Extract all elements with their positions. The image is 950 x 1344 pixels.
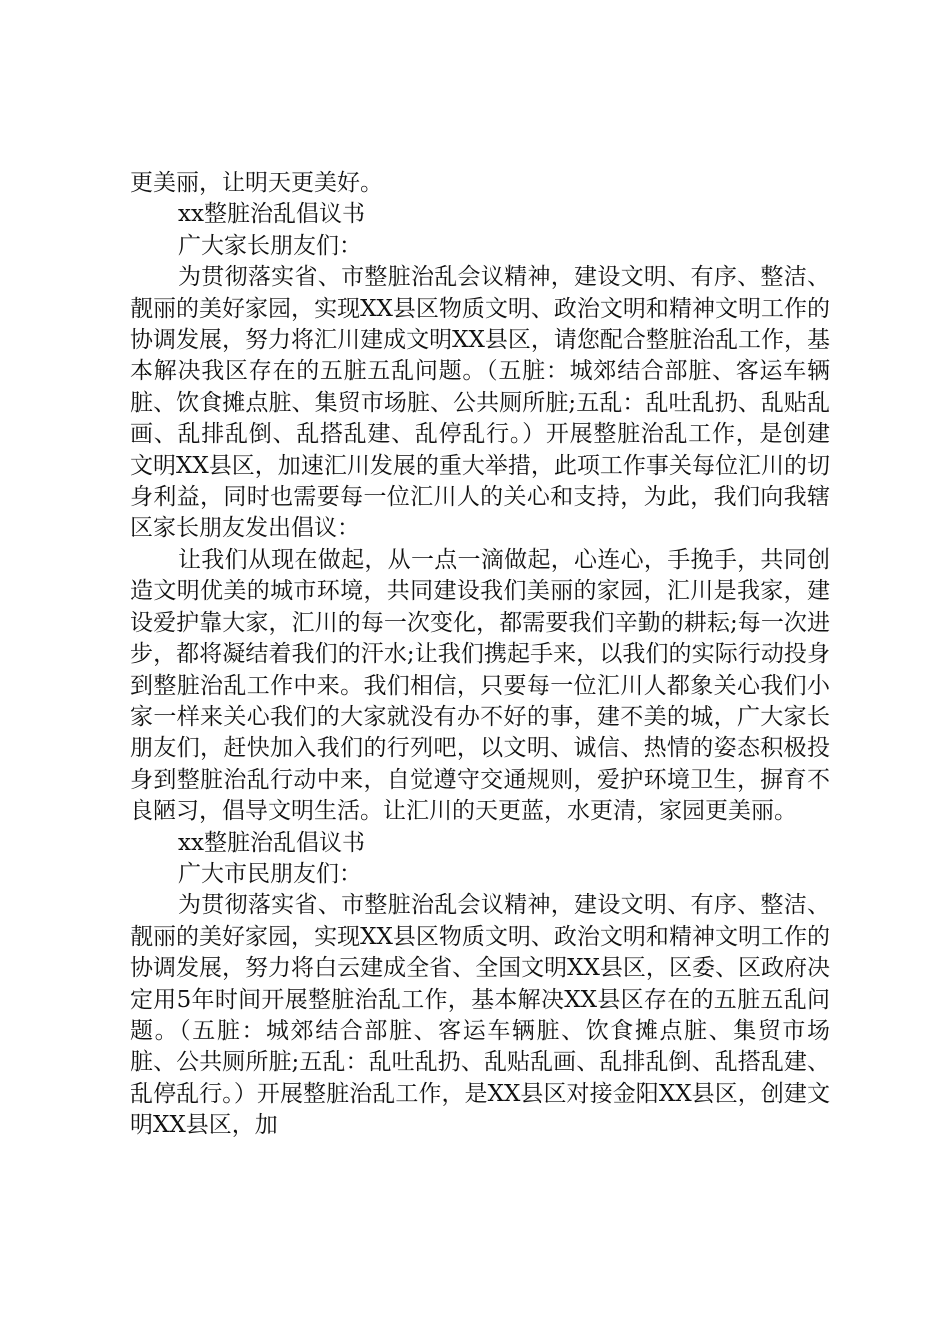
document-page <box>130 168 830 1142</box>
proposal-title-2: xx整脏治乱倡议书 <box>178 829 365 856</box>
paragraph-continuation: 更美丽，让明天更美好。 <box>130 170 383 196</box>
salutation-citizens: 广大市民朋友们： <box>178 860 362 887</box>
proposal-title-1: xx整脏治乱倡议书 <box>178 201 365 228</box>
salutation-parents: 广大家长朋友们： <box>178 232 362 259</box>
paragraph-body-2: 让我们从现在做起，从一点一滴做起，心连心，手挽手，共同创造文明优美的城市环境，共同建设我们美丽的家园，汇川是我家，建设爱护靠大家，汇川的每一次变化，都需要我们辛勤的耕耘;每一次进步，都将凝结着我们的汗水;让我们携起手来，以我们的实际行动投身到整脏治乱工作中来。我们相信，只要每一位汇川人都象关心我们小家一样来关心我们的大家就没有办不好的事，建不美的城，广大家长朋友们，赶快加入我们的行列吧，以文明、诚信、热情的姿态积极投身到整脏治乱行动中来，自觉遵守交通规则，爱护环境卫生，摒育不良陋习，倡导文明生活。让汇川的天更蓝，水更清，家园更美丽。 <box>130 546 830 825</box>
paragraph-body-1: 为贯彻落实省、市整脏治乱会议精神，建设文明、有序、整洁、靓丽的美好家园，实现XX县区物质文明、政治文明和精神文明工作的协调发展，努力将汇川建成文明XX县区，请您配合整脏治乱工作，基本解决我区存在的五脏五乱问题。（五脏：城郊结合部脏、客运车辆脏、饮食摊点脏、集贸市场脏、公共厕所脏;五乱：乱吐乱扔、乱贴乱画、乱排乱倒、乱搭乱建、乱停乱行。）开展整脏治乱工作，是创建文明XX县区，加速汇川发展的重大举措，此项工作事关每位汇川的切身利益，同时也需要每一位汇川人的关心和支持，为此，我们向我辖区家长朋友发出倡议： <box>130 264 830 542</box>
paragraph-body-3: 为贯彻落实省、市整脏治乱会议精神，建设文明、有序、整洁、靓丽的美好家园，实现XX县区物质文明、政治文明和精神文明工作的协调发展，努力将白云建成全省、全国文明XX县区，区委、区政府决定用5年时间开展整脏治乱工作，基本解决XX县区存在的五脏五乱问题。（五脏：城郊结合部脏、客运车辆脏、饮食摊点脏、集贸市场脏、公共厕所脏;五乱：乱吐乱扔、乱贴乱画、乱排乱倒、乱搭乱建、乱停乱行。）开展整脏治乱工作，是XX县区对接金阳XX县区，创建文明XX县区，加 <box>130 892 830 1139</box>
